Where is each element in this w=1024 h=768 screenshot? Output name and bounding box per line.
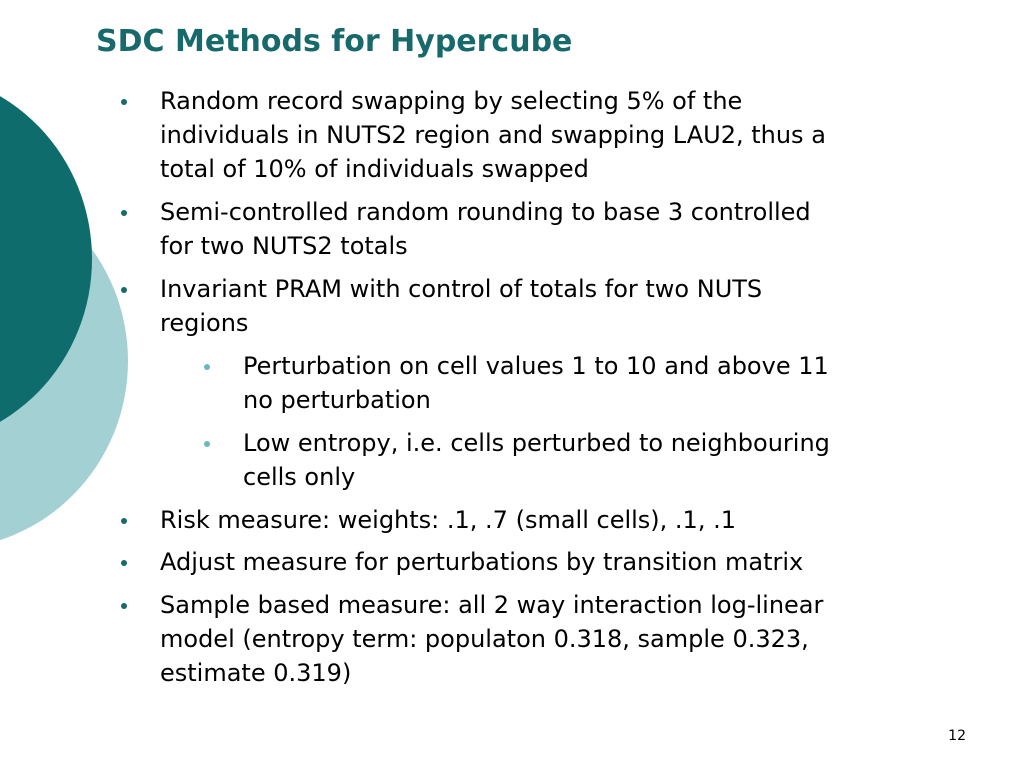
bullet-line: Random record swapping by selecting 5% of the	[160, 87, 743, 115]
bullet-icon	[121, 518, 127, 524]
bullet-line: Low entropy, i.e. cells perturbed to neighbouring	[243, 429, 830, 457]
bullet-line: Semi-controlled random rounding to base 3 controlled	[160, 198, 811, 226]
sub-bullet-item	[243, 349, 829, 417]
bullet-icon	[121, 603, 127, 609]
sub-bullet-icon	[204, 364, 210, 370]
bullet-line: cells only	[243, 463, 356, 491]
bullet-icon	[121, 210, 127, 216]
bullet-line: Perturbation on cell values 1 to 10 and above 11	[243, 352, 829, 380]
sub-bullet-item	[243, 426, 830, 494]
sub-bullet-icon	[204, 441, 210, 447]
bullet-item	[160, 272, 762, 340]
bullet-item	[160, 195, 811, 263]
bullet-item	[160, 503, 736, 537]
bullet-line: regions	[160, 309, 249, 337]
bullet-line: model (entropy term: populaton 0.318, sample 0.323,	[160, 625, 809, 653]
bullet-icon	[121, 287, 127, 293]
bullet-line: estimate 0.319)	[160, 659, 352, 687]
bullet-line: Sample based measure: all 2 way interaction log-linear	[160, 591, 824, 619]
bullet-item	[160, 84, 826, 186]
page-number: 12	[948, 728, 966, 744]
bullet-item	[160, 545, 803, 579]
bullet-line: for two NUTS2 totals	[160, 232, 408, 260]
bullet-line: Risk measure: weights: .1, .7 (small cells), .1, .1	[160, 506, 736, 534]
bullet-icon	[121, 560, 127, 566]
bullet-line: Invariant PRAM with control of totals for two NUTS	[160, 275, 763, 303]
bullet-line: individuals in NUTS2 region and swapping LAU2, thus a	[160, 121, 826, 149]
bullet-line: no perturbation	[243, 386, 431, 414]
slide-title: SDC Methods for Hypercube	[96, 24, 573, 59]
bullet-item	[160, 588, 823, 690]
bullet-icon	[121, 99, 127, 105]
bullet-line: Adjust measure for perturbations by transition matrix	[160, 548, 804, 576]
bullet-line: total of 10% of individuals swapped	[160, 155, 589, 183]
